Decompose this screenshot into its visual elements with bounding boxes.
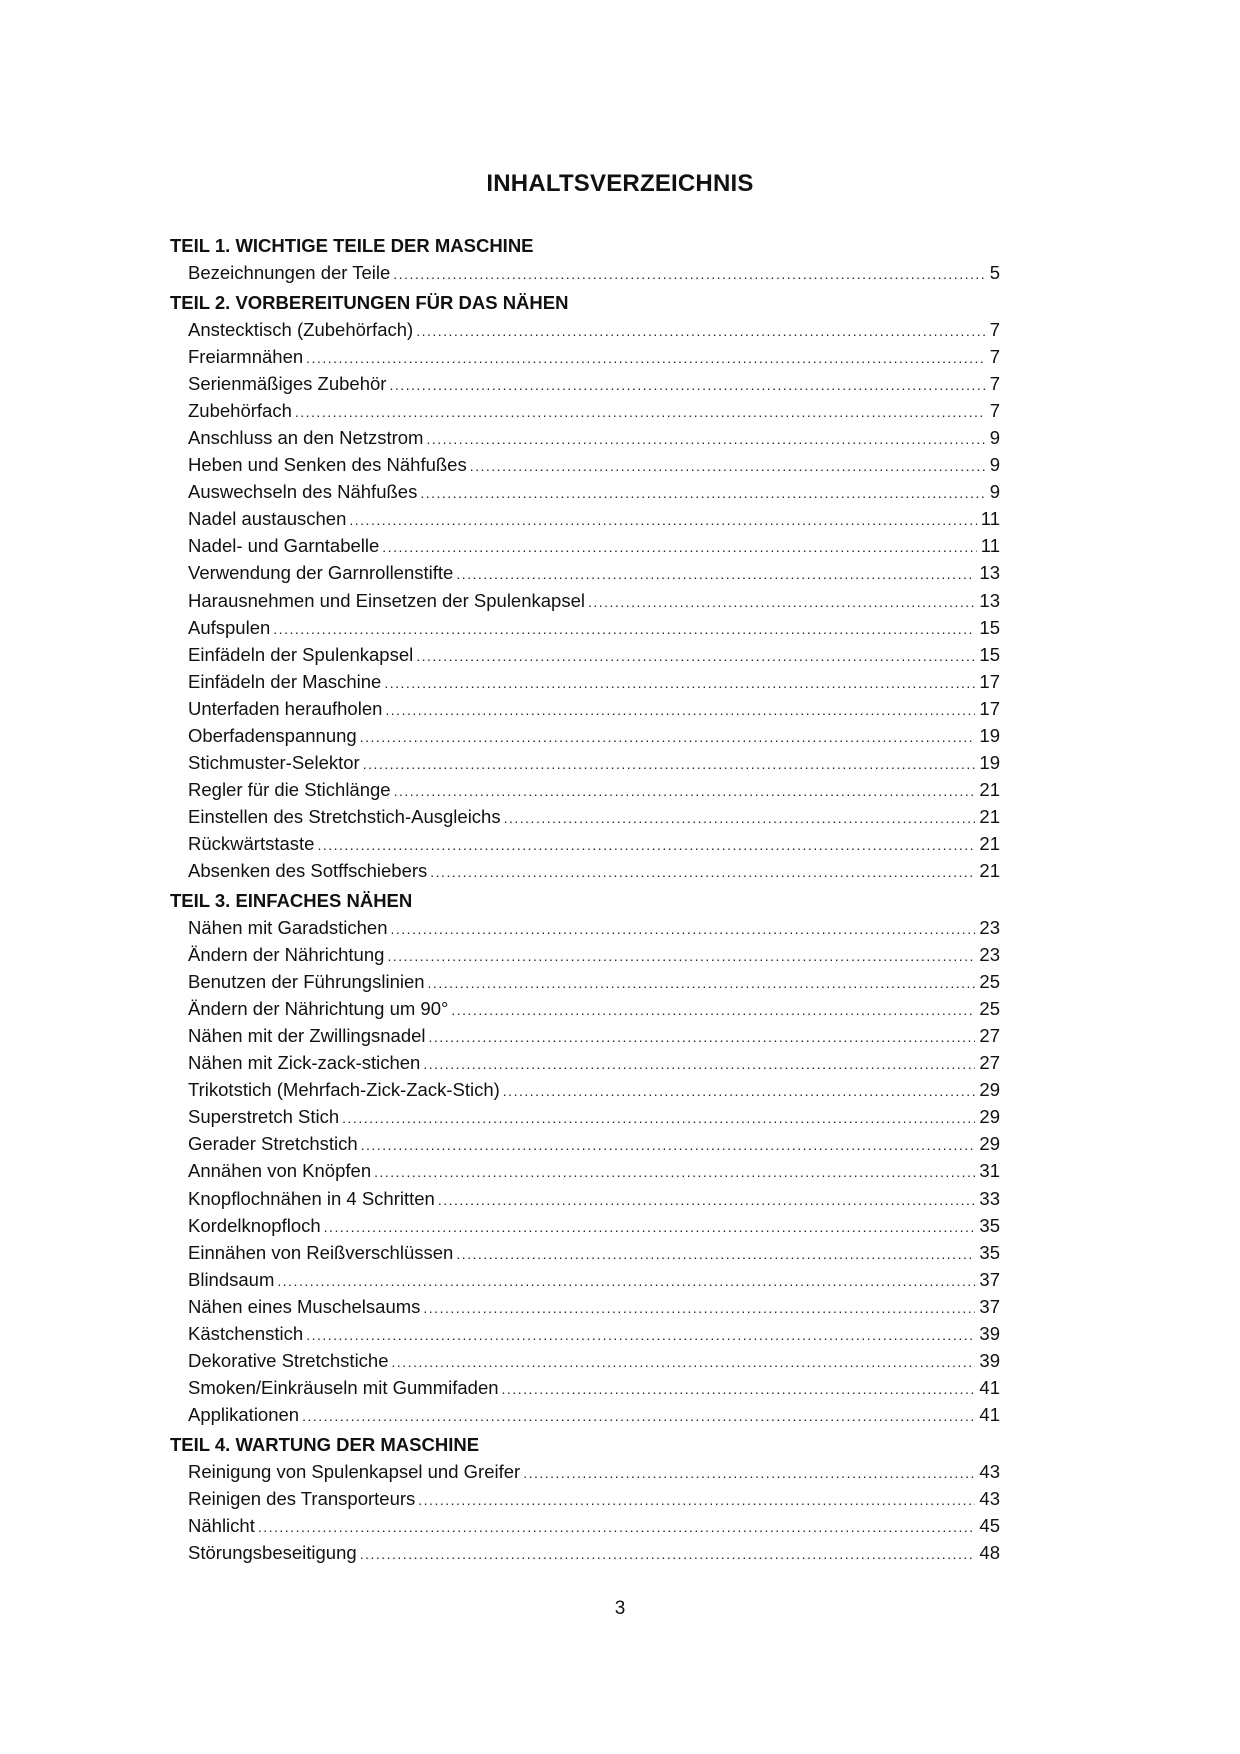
dot-leader xyxy=(504,805,976,830)
toc-entry-label: Ändern der Nährichtung xyxy=(188,944,385,966)
toc-entry xyxy=(170,722,1000,749)
toc-entry-label: Annähen von Knöpfen xyxy=(188,1160,372,1182)
toc-entry xyxy=(170,587,1000,614)
toc-entry-page: 45 xyxy=(979,1515,1000,1537)
toc-entry xyxy=(170,968,1000,995)
toc-entry-page: 19 xyxy=(979,751,1000,773)
dot-leader xyxy=(361,1132,976,1157)
section-heading: TEIL 1. WICHTIGE TEILE DER MASCHINE xyxy=(170,235,534,256)
toc-entry xyxy=(170,914,1000,941)
toc-entry-page: 25 xyxy=(979,998,1000,1020)
toc-entry xyxy=(170,316,1000,343)
toc-entry-label: Einfädeln der Maschine xyxy=(188,670,382,692)
toc-entry xyxy=(170,1458,1000,1485)
toc-entry-page: 9 xyxy=(989,481,1000,503)
toc-entry-page: 21 xyxy=(979,832,1000,854)
toc-entry xyxy=(170,668,1000,695)
dot-leader xyxy=(277,1268,975,1293)
toc-entry-page: 27 xyxy=(979,1025,1000,1047)
toc-entry-label: Aufspulen xyxy=(188,616,271,638)
toc-entry-label: Absenken des Sotffschiebers xyxy=(188,859,428,881)
toc-entry-page: 29 xyxy=(979,1106,1000,1128)
toc-entry-page: 7 xyxy=(989,319,1000,341)
toc-section xyxy=(170,289,1000,884)
toc-entry-page: 11 xyxy=(980,508,1000,530)
toc-entry-page: 35 xyxy=(979,1214,1000,1236)
page-number: 3 xyxy=(614,1598,626,1619)
toc-entry xyxy=(170,1185,1000,1212)
toc-entry xyxy=(170,343,1000,370)
dot-leader xyxy=(438,1187,976,1212)
dot-leader xyxy=(392,1349,976,1374)
toc-entry xyxy=(170,1130,1000,1157)
toc-entry-label: Stichmuster-Selektor xyxy=(188,751,360,773)
toc-entry-label: Harausnehmen und Einsetzen der Spulenkapsel xyxy=(188,589,585,611)
toc-entry-page: 15 xyxy=(979,643,1000,665)
toc-entry xyxy=(170,695,1000,722)
toc-entry-page: 17 xyxy=(979,670,1000,692)
toc-entry-page: 35 xyxy=(979,1241,1000,1263)
toc-entry xyxy=(170,830,1000,857)
toc-entry xyxy=(170,776,1000,803)
toc-entry-label: Kästchenstich xyxy=(188,1322,304,1344)
toc-entry xyxy=(170,941,1000,968)
dot-leader xyxy=(363,751,976,776)
dot-leader xyxy=(349,507,976,532)
toc-section xyxy=(170,232,1000,286)
dot-leader xyxy=(428,970,976,995)
toc-entry xyxy=(170,1374,1000,1401)
toc-entry xyxy=(170,641,1000,668)
dot-leader xyxy=(429,1024,976,1049)
dot-leader xyxy=(456,1241,975,1266)
toc-entry-page: 29 xyxy=(979,1079,1000,1101)
dot-leader xyxy=(385,697,975,722)
dot-leader xyxy=(451,997,975,1022)
toc-entry-page: 21 xyxy=(979,778,1000,800)
toc-entry xyxy=(170,1266,1000,1293)
toc-entry xyxy=(170,424,1000,451)
toc-entry-label: Smoken/Einkräuseln mit Gummifaden xyxy=(188,1376,499,1398)
dot-leader xyxy=(360,724,976,749)
toc-entry xyxy=(170,1022,1000,1049)
dot-leader xyxy=(317,832,975,857)
dot-leader xyxy=(416,318,986,343)
toc-entry xyxy=(170,1539,1000,1566)
toc-entry-page: 33 xyxy=(979,1187,1000,1209)
toc-entry-label: Trikotstich (Mehrfach-Zick-Zack-Stich) xyxy=(188,1079,500,1101)
toc-entry-page: 25 xyxy=(979,971,1000,993)
toc-entry xyxy=(170,1401,1000,1428)
dot-leader xyxy=(394,778,976,803)
dot-leader xyxy=(306,1322,975,1347)
toc-entry xyxy=(170,397,1000,424)
toc-entry xyxy=(170,559,1000,586)
toc-entry-label: Nähen mit der Zwillingsnadel xyxy=(188,1025,426,1047)
dot-leader xyxy=(470,453,986,478)
toc-entry-label: Einnähen von Reißverschlüssen xyxy=(188,1241,454,1263)
toc-entry-page: 11 xyxy=(980,535,1000,557)
toc-section xyxy=(170,1431,1000,1566)
toc-entry xyxy=(170,370,1000,397)
toc-entry-page: 23 xyxy=(979,944,1000,966)
toc-entry-label: Applikationen xyxy=(188,1403,300,1425)
toc-entry-page: 41 xyxy=(979,1403,1000,1425)
toc-entry-label: Nählicht xyxy=(188,1515,255,1537)
toc-entry xyxy=(170,1049,1000,1076)
toc-entry-page: 48 xyxy=(979,1542,1000,1564)
dot-leader xyxy=(503,1078,976,1103)
dot-leader xyxy=(324,1214,976,1239)
toc-entry xyxy=(170,1293,1000,1320)
toc-entry-page: 9 xyxy=(989,427,1000,449)
dot-leader xyxy=(420,480,985,505)
toc-entry-label: Superstretch Stich xyxy=(188,1106,340,1128)
toc-entry-label: Nadel austauschen xyxy=(188,508,347,530)
toc-entry-label: Dekorative Stretchstiche xyxy=(188,1349,389,1371)
toc-entry xyxy=(170,259,1000,286)
toc-entry-page: 21 xyxy=(979,859,1000,881)
toc-entry-page: 29 xyxy=(979,1133,1000,1155)
toc-entry xyxy=(170,857,1000,884)
dot-leader xyxy=(273,616,975,641)
dot-leader xyxy=(384,670,975,695)
page-title: INHALTSVERZEICHNIS xyxy=(486,170,754,197)
dot-leader xyxy=(295,399,986,424)
toc-entry-page: 43 xyxy=(979,1460,1000,1482)
toc-entry xyxy=(170,1103,1000,1130)
dot-leader xyxy=(426,426,985,451)
section-heading: TEIL 2. VORBEREITUNGEN FÜR DAS NÄHEN xyxy=(170,292,569,314)
dot-leader xyxy=(258,1514,976,1539)
toc-entry-label: Reinigung von Spulenkapsel und Greifer xyxy=(188,1460,521,1482)
toc-entry-label: Zubehörfach xyxy=(188,400,292,422)
toc-entry-label: Unterfaden heraufholen xyxy=(188,697,383,719)
dot-leader xyxy=(423,1051,975,1076)
dot-leader xyxy=(416,643,975,668)
dot-leader xyxy=(342,1105,975,1130)
toc-entry-label: Gerader Stretchstich xyxy=(188,1133,358,1155)
toc-entry-page: 13 xyxy=(979,589,1000,611)
section-heading: TEIL 4. WARTUNG DER MASCHINE xyxy=(170,1433,480,1455)
dot-leader xyxy=(393,261,985,286)
toc-entry-label: Oberfadenspannung xyxy=(188,724,357,746)
dot-leader xyxy=(389,372,985,397)
dot-leader xyxy=(502,1376,976,1401)
toc-entry-label: Anschluss an den Netzstrom xyxy=(188,427,424,449)
dot-leader xyxy=(430,859,975,884)
toc-entry xyxy=(170,995,1000,1022)
toc-entry-page: 37 xyxy=(979,1268,1000,1290)
toc-entry-page: 15 xyxy=(979,616,1000,638)
toc-section xyxy=(170,887,1000,1428)
toc-entry-page: 31 xyxy=(979,1160,1000,1182)
toc-entry xyxy=(170,803,1000,830)
toc-entry xyxy=(170,451,1000,478)
toc-entry-label: Auswechseln des Nähfußes xyxy=(188,481,418,503)
toc-entry-page: 43 xyxy=(979,1487,1000,1509)
toc-entry-label: Verwendung der Garnrollenstifte xyxy=(188,562,454,584)
toc-entry-label: Kordelknopfloch xyxy=(188,1214,321,1236)
table-of-contents xyxy=(170,232,1000,1566)
toc-entry-page: 39 xyxy=(979,1322,1000,1344)
toc-entry xyxy=(170,1212,1000,1239)
dot-leader xyxy=(374,1159,975,1184)
toc-entry-label: Nähen mit Garadstichen xyxy=(188,917,388,939)
toc-entry-label: Nähen mit Zick-zack-stichen xyxy=(188,1052,421,1074)
toc-entry xyxy=(170,478,1000,505)
toc-entry-label: Einfädeln der Spulenkapsel xyxy=(188,643,414,665)
dot-leader xyxy=(423,1295,975,1320)
toc-entry-page: 37 xyxy=(979,1295,1000,1317)
toc-entry-page: 41 xyxy=(979,1376,1000,1398)
toc-entry-label: Heben und Senken des Nähfußes xyxy=(188,454,467,476)
dot-leader xyxy=(456,561,975,586)
toc-entry-page: 7 xyxy=(989,373,1000,395)
toc-entry xyxy=(170,1347,1000,1374)
dot-leader xyxy=(523,1460,975,1485)
section-heading: TEIL 3. EINFACHES NÄHEN xyxy=(170,890,413,912)
toc-entry-page: 7 xyxy=(989,400,1000,422)
toc-entry-label: Freiarmnähen xyxy=(188,346,304,368)
toc-entry-label: Knopflochnähen in 4 Schritten xyxy=(188,1187,435,1209)
toc-entry-page: 9 xyxy=(989,454,1000,476)
toc-entry-label: Benutzen der Führungslinien xyxy=(188,971,425,993)
toc-entry-page: 7 xyxy=(989,346,1000,368)
dot-leader xyxy=(588,589,975,614)
toc-entry xyxy=(170,505,1000,532)
toc-entry-label: Ändern der Nährichtung um 90° xyxy=(188,998,449,1020)
toc-entry-page: 19 xyxy=(979,724,1000,746)
toc-entry xyxy=(170,614,1000,641)
toc-entry-label: Bezeichnungen der Teile xyxy=(188,262,391,283)
toc-entry xyxy=(170,1485,1000,1512)
toc-entry-label: Blindsaum xyxy=(188,1268,275,1290)
toc-entry-label: Störungsbeseitigung xyxy=(188,1542,357,1564)
dot-leader xyxy=(382,534,976,559)
dot-leader xyxy=(391,916,976,941)
toc-entry xyxy=(170,749,1000,776)
toc-entry-label: Anstecktisch (Zubehörfach) xyxy=(188,319,414,341)
toc-entry xyxy=(170,1239,1000,1266)
toc-entry xyxy=(170,532,1000,559)
dot-leader xyxy=(418,1487,975,1512)
toc-entry-page: 23 xyxy=(979,917,1000,939)
toc-entry xyxy=(170,1157,1000,1184)
dot-leader xyxy=(306,345,986,370)
toc-entry-label: Reinigen des Transporteurs xyxy=(188,1487,416,1509)
toc-entry xyxy=(170,1512,1000,1539)
dot-leader xyxy=(387,943,975,968)
toc-entry-label: Serienmäßiges Zubehör xyxy=(188,373,387,395)
toc-entry-page: 5 xyxy=(989,262,1000,283)
toc-entry-page: 27 xyxy=(979,1052,1000,1074)
toc-entry-label: Nadel- und Garntabelle xyxy=(188,535,380,557)
toc-entry-page: 21 xyxy=(979,805,1000,827)
toc-entry-label: Rückwärtstaste xyxy=(188,832,315,854)
toc-entry-label: Einstellen des Stretchstich-Ausgleichs xyxy=(188,805,501,827)
dot-leader xyxy=(360,1541,976,1566)
toc-entry-page: 39 xyxy=(979,1349,1000,1371)
dot-leader xyxy=(302,1403,975,1428)
toc-entry xyxy=(170,1320,1000,1347)
toc-entry-label: Regler für die Stichlänge xyxy=(188,778,391,800)
toc-entry-label: Nähen eines Muschelsaums xyxy=(188,1295,421,1317)
toc-entry-page: 17 xyxy=(979,697,1000,719)
toc-entry-page: 13 xyxy=(979,562,1000,584)
toc-entry xyxy=(170,1076,1000,1103)
